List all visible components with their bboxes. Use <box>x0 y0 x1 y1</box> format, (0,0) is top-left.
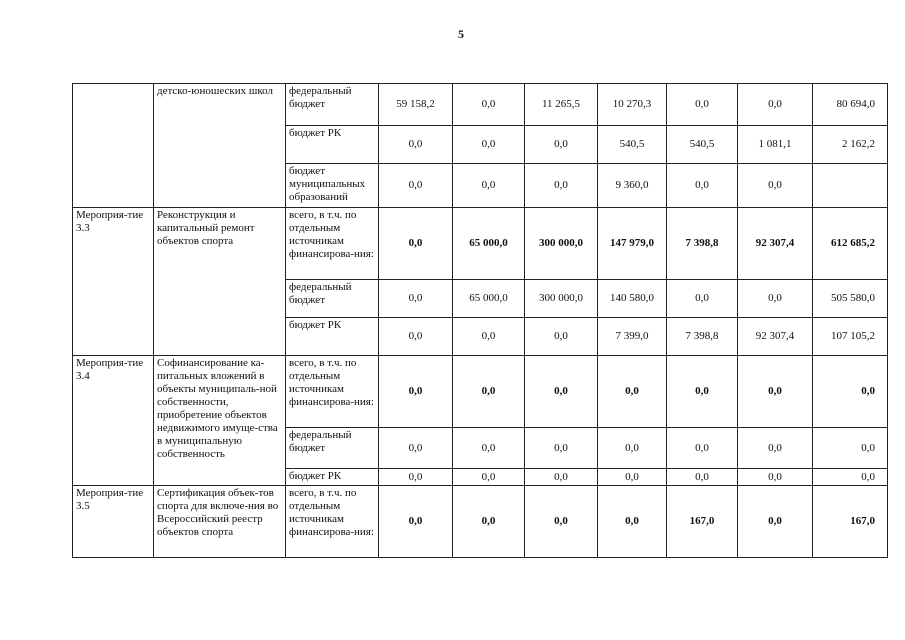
value-cell: 0,0 <box>525 486 598 558</box>
value-cell: 0,0 <box>738 486 813 558</box>
value-cell: 2 162,2 <box>813 126 888 164</box>
table-row <box>73 84 888 126</box>
value-cell: 140 580,0 <box>598 280 667 318</box>
value-cell: 0,0 <box>453 356 525 428</box>
source-cell: федеральный бюджет <box>286 84 379 126</box>
value-cell: 0,0 <box>667 356 738 428</box>
value-cell: 612 685,2 <box>813 208 888 280</box>
value-cell: 0,0 <box>379 164 453 208</box>
measure-cell: Мероприя-тие 3.4 <box>73 356 154 486</box>
value-cell: 0,0 <box>379 126 453 164</box>
value-cell: 0,0 <box>379 318 453 356</box>
value-cell: 0,0 <box>738 428 813 469</box>
value-cell: 0,0 <box>738 356 813 428</box>
value-cell: 0,0 <box>379 208 453 280</box>
value-cell: 0,0 <box>379 486 453 558</box>
value-cell: 0,0 <box>453 318 525 356</box>
measure-cell: Мероприя-тие 3.3 <box>73 208 154 356</box>
table-row <box>73 356 888 428</box>
value-cell: 1 081,1 <box>738 126 813 164</box>
value-cell: 65 000,0 <box>453 208 525 280</box>
source-cell: всего, в т.ч. по отдельным источникам финансирова-ния: <box>286 486 379 558</box>
value-cell: 0,0 <box>525 126 598 164</box>
value-cell: 0,0 <box>598 428 667 469</box>
value-cell: 0,0 <box>667 469 738 486</box>
value-cell: 92 307,4 <box>738 318 813 356</box>
value-cell: 0,0 <box>525 356 598 428</box>
value-cell: 0,0 <box>379 469 453 486</box>
value-cell: 9 360,0 <box>598 164 667 208</box>
value-cell: 167,0 <box>813 486 888 558</box>
value-cell: 505 580,0 <box>813 280 888 318</box>
description-cell: Реконструкция и капитальный ремонт объектов спорта <box>154 208 286 356</box>
value-cell: 0,0 <box>598 356 667 428</box>
value-cell: 540,5 <box>667 126 738 164</box>
value-cell: 0,0 <box>667 428 738 469</box>
budget-table <box>72 83 888 558</box>
value-cell: 0,0 <box>453 469 525 486</box>
value-cell: 147 979,0 <box>598 208 667 280</box>
value-cell: 0,0 <box>738 469 813 486</box>
value-cell: 0,0 <box>667 164 738 208</box>
measure-cell <box>73 84 154 208</box>
value-cell: 0,0 <box>453 84 525 126</box>
value-cell: 0,0 <box>453 164 525 208</box>
value-cell: 0,0 <box>738 84 813 126</box>
value-cell: 0,0 <box>667 280 738 318</box>
value-cell: 0,0 <box>525 318 598 356</box>
value-cell: 167,0 <box>667 486 738 558</box>
page-number: 5 <box>458 27 464 41</box>
value-cell: 0,0 <box>379 280 453 318</box>
value-cell: 92 307,4 <box>738 208 813 280</box>
value-cell: 0,0 <box>379 356 453 428</box>
value-cell: 0,0 <box>738 280 813 318</box>
value-cell: 0,0 <box>453 486 525 558</box>
value-cell: 0,0 <box>598 469 667 486</box>
value-cell: 300 000,0 <box>525 208 598 280</box>
value-cell: 0,0 <box>379 428 453 469</box>
value-cell: 59 158,2 <box>379 84 453 126</box>
value-cell: 80 694,0 <box>813 84 888 126</box>
value-cell: 0,0 <box>813 469 888 486</box>
source-cell: федеральный бюджет <box>286 428 379 469</box>
value-cell: 65 000,0 <box>453 280 525 318</box>
description-cell: детско-юношеских школ <box>154 84 286 208</box>
value-cell: 0,0 <box>525 469 598 486</box>
value-cell <box>813 164 888 208</box>
value-cell: 107 105,2 <box>813 318 888 356</box>
description-cell: Сертификация объек-тов спорта для включе-ния во Всероссийский реестр объектов спорта <box>154 486 286 558</box>
value-cell: 7 398,8 <box>667 318 738 356</box>
measure-cell: Мероприя-тие 3.5 <box>73 486 154 558</box>
value-cell: 0,0 <box>453 428 525 469</box>
value-cell: 0,0 <box>598 486 667 558</box>
source-cell: бюджет РК <box>286 126 379 164</box>
value-cell: 0,0 <box>525 164 598 208</box>
value-cell: 0,0 <box>813 428 888 469</box>
source-cell: всего, в т.ч. по отдельным источникам финансирова-ния: <box>286 356 379 428</box>
value-cell: 540,5 <box>598 126 667 164</box>
value-cell: 11 265,5 <box>525 84 598 126</box>
table-row <box>73 208 888 280</box>
table-row <box>73 486 888 558</box>
value-cell: 10 270,3 <box>598 84 667 126</box>
value-cell: 0,0 <box>813 356 888 428</box>
source-cell: бюджет РК <box>286 469 379 486</box>
source-cell: бюджет муниципальных образований <box>286 164 379 208</box>
source-cell: федеральный бюджет <box>286 280 379 318</box>
value-cell: 0,0 <box>453 126 525 164</box>
value-cell: 0,0 <box>738 164 813 208</box>
source-cell: всего, в т.ч. по отдельным источникам финансирова-ния: <box>286 208 379 280</box>
source-cell: бюджет РК <box>286 318 379 356</box>
description-cell: Софинансирование ка-питальных вложений в объекты муниципаль-ной собственности, приобретение объектов недвижимого имуще-ства в муниципальную собственность <box>154 356 286 486</box>
value-cell: 0,0 <box>525 428 598 469</box>
value-cell: 300 000,0 <box>525 280 598 318</box>
value-cell: 7 399,0 <box>598 318 667 356</box>
value-cell: 0,0 <box>667 84 738 126</box>
value-cell: 7 398,8 <box>667 208 738 280</box>
